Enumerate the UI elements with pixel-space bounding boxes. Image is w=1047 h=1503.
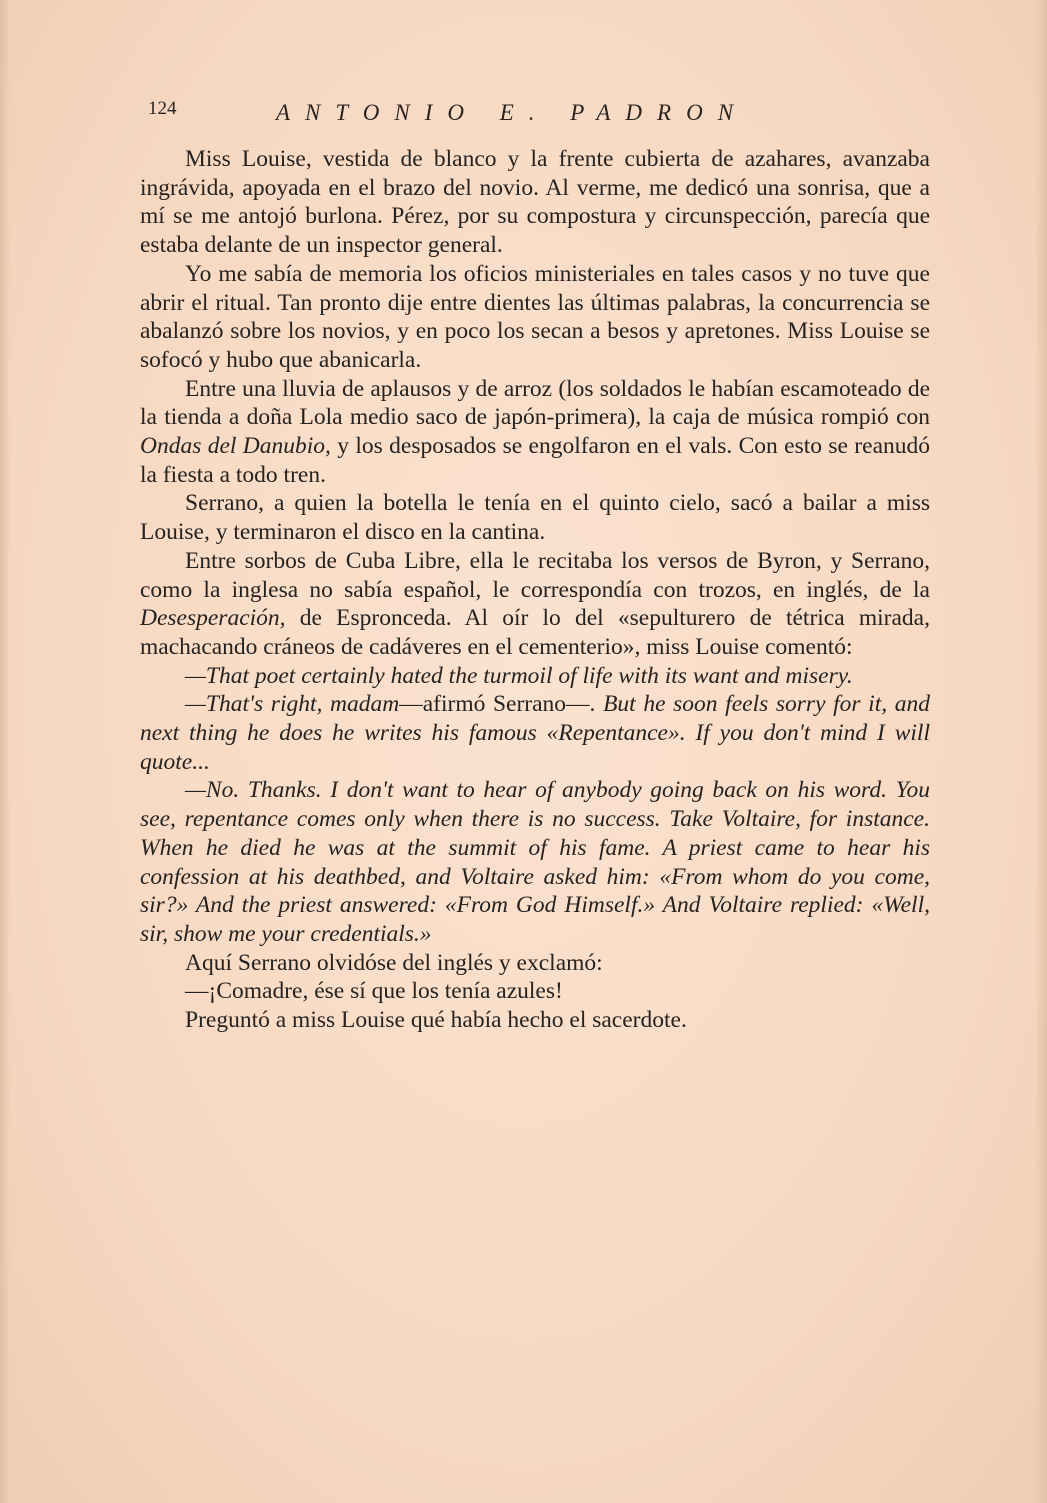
paragraph (140, 949, 930, 978)
paragraph (140, 489, 930, 546)
paragraph (140, 145, 930, 260)
paragraph (140, 547, 930, 662)
text-segment: Aquí Serrano olvidóse del inglés y exclamó: (185, 949, 603, 976)
paragraph (140, 662, 930, 691)
running-head-author: ANTONIO E. PADRON (276, 100, 749, 125)
paragraph (140, 776, 930, 948)
paragraph (140, 260, 930, 375)
text-segment: Serrano, a quien la botella le tenía en el quinto cielo, sacó a bailar a miss Louise, y terminaron el disco en la cantina. (140, 490, 930, 546)
body-text (140, 145, 930, 1035)
text-segment: Yo me sabía de memoria los oficios ministeriales en tales casos y no tuve que abrir el ritual. Tan pronto dije entre dientes las últimas palabras, la concurrencia se abalanzó sobre los novios, y en poco los secan a besos y apretones. Miss Louise se sofocó y hubo que abanicarla. (140, 260, 930, 373)
page-left-edge-shadow (0, 0, 10, 1503)
paragraph (140, 977, 930, 1006)
paragraph (140, 690, 930, 776)
text-segment: Preguntó a miss Louise qué había hecho el sacerdote. (185, 1007, 687, 1034)
italic-text-segment: But he soon feels sorry for it, and next thing he does he writes his famous «Repentance». If you don't mind I will quote... (140, 691, 931, 775)
page-header (148, 98, 828, 130)
text-segment: —afirmó Serrano—. (399, 691, 604, 718)
text-segment: de Espronceda. Al oír lo del «sepulturero de tétrica mirada, machacando cráneos de cadáveres en el cementerio», miss Louise comentó: (140, 605, 930, 660)
paragraph (140, 1006, 930, 1035)
text-segment: Entre una lluvia de aplausos y de arroz (los soldados le habían escamoteado de la tienda a doña Lola medio saco de japón-primera), la caja de música rompió con (140, 375, 930, 431)
page-number: 124 (148, 98, 177, 119)
italic-text-segment: Ondas del Danubio, (140, 433, 331, 460)
italic-text-segment: Desesperación, (140, 605, 286, 632)
italic-text-segment: —That poet certainly hated the turmoil of life with its want and misery. (185, 662, 853, 689)
text-segment: Miss Louise, vestida de blanco y la frente cubierta de azahares, avanzaba ingrávida, apoyada en el brazo del novio. Al verme, me dedicó una sonrisa, que a mí se me antojó burlona. Pérez, por su compostura y circunspección, parecía que estaba delante de un inspector general. (140, 146, 930, 259)
italic-text-segment: —That's right, madam (185, 691, 400, 718)
text-segment: —¡Comadre, ése sí que los tenía azules! (185, 978, 563, 1005)
page-right-edge-shadow (1035, 0, 1047, 1503)
text-segment: y los desposados se engolfaron en el vals. Con esto se reanudó la fiesta a todo tren. (140, 433, 930, 488)
paragraph (140, 375, 930, 490)
italic-text-segment: —No. Thanks. I don't want to hear of anybody going back on his word. You see, repentance comes only when there is no success. Take Voltaire, for instance. When he died he was at the summit of his fame. A priest came to hear his confession at his deathbed, and Voltaire asked him: «From whom do you come, sir?» And the priest answered: «From God Himself.» And Voltaire replied: «Well, sir, show me your credentials.» (140, 777, 930, 947)
text-segment: Entre sorbos de Cuba Libre, ella le recitaba los versos de Byron, y Serrano, como la inglesa no sabía español, le correspondía con trozos, en inglés, de la (140, 547, 930, 603)
